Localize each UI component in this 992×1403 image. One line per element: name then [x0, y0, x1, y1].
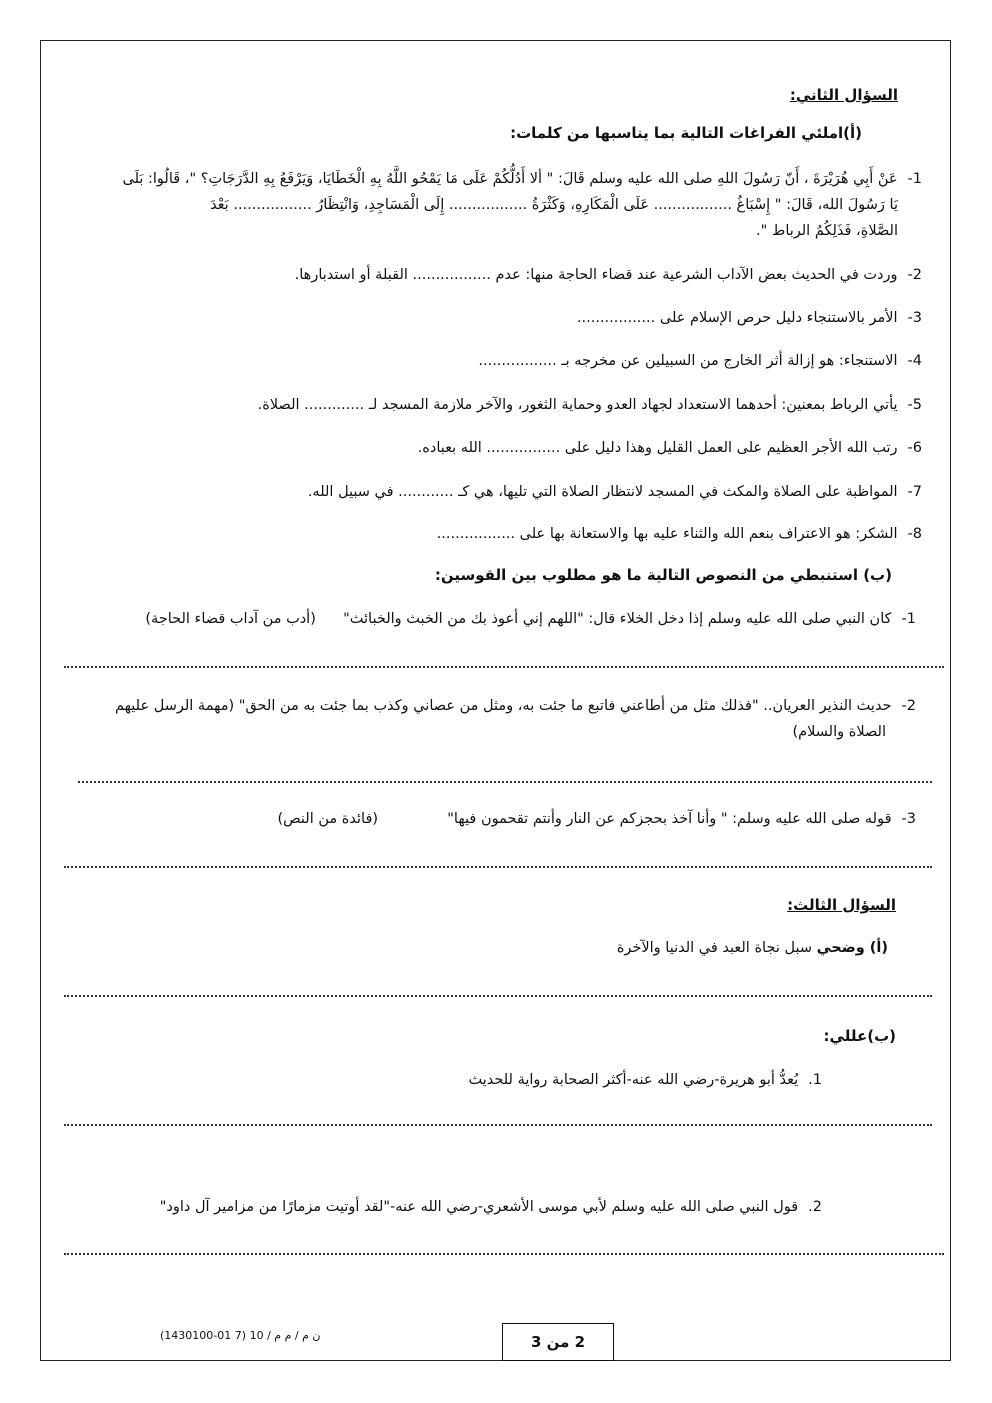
item-text: وردت في الحديث بعض الآداب الشرعية عند قضاء الحاجة منها: عدم ................. القبلة أو استدبارها.: [294, 267, 898, 283]
item-number: 3-: [907, 310, 922, 326]
section2-title: السؤال الثاني:: [789, 86, 898, 104]
item-number: 4-: [907, 353, 922, 369]
explain-item-1: [122, 1067, 822, 1093]
item-text: كان النبي صلى الله عليه وسلم إذا دخل الخلاء قال: "اللهم إني أعوذ بك من الخبث والخبائث": [343, 611, 892, 627]
part-a-text: سبل نجاة العبد في الدنيا والآخرة: [616, 940, 817, 956]
section3-part-b-heading: (ب)عللي:: [823, 1027, 896, 1045]
section2-part-a-heading: (أ)املئي الفراغات التالية بما يناسبها من كلمات:: [510, 124, 862, 142]
item-number: 6-: [907, 440, 922, 456]
item-number: 8-: [907, 526, 922, 542]
fill-item-7: [62, 479, 922, 505]
item-number: 1-: [907, 171, 922, 187]
fill-item-3: [62, 305, 922, 331]
page-number: 2 من 3: [530, 1333, 586, 1351]
item-text: يُعدُّ أبو هريرة-رضي الله عنه-أكثر الصحابة رواية للحديث: [468, 1072, 799, 1088]
answer-line[interactable]: [64, 995, 932, 997]
item-text: الشكر: هو الاعتراف بنعم الله والثناء عليه بها والاستعانة بها على .................: [436, 526, 898, 542]
explain-item-2: [62, 1194, 822, 1220]
item-number: 3-: [901, 811, 916, 827]
fill-item-2: [62, 262, 922, 288]
item-number: 2-: [901, 698, 916, 714]
answer-line[interactable]: [64, 866, 932, 868]
item-number: 2-: [907, 267, 922, 283]
item-number: 1.: [808, 1072, 822, 1088]
item-text: رتب الله الأجر العظيم على العمل القليل وهذا دليل على ................ الله بعباده.: [417, 440, 898, 456]
item-text: يأتي الرباط بمعنين: أحدهما الاستعداد لجهاد العدو وحماية الثغور، والآخر ملازمة المسجد لـ ............. الصلاة.: [257, 397, 898, 413]
item-requirement: (أدب من آداب قضاء الحاجة): [145, 611, 316, 627]
answer-line[interactable]: [64, 1253, 944, 1255]
section3-title: السؤال الثالث:: [787, 896, 896, 914]
item-text: الاستنجاء: هو إزالة أثر الخارج من السبيلين عن مخرجه بـ .................: [478, 353, 898, 369]
item-number: 7-: [907, 484, 922, 500]
section2-part-b-heading: (ب) استنبطي من النصوص التالية ما هو مطلوب بين القوسين:: [434, 566, 892, 584]
item-text: قول النبي صلى الله عليه وسلم لأبي موسى الأشعري-رضي الله عنه-"لقد أوتيت مزمارًا من مزامير آل داود": [159, 1199, 799, 1215]
item-1-line-3: الصَّلاةِ، فَذَلِكُمُ الرباط ".: [756, 223, 898, 239]
item-number: 1-: [901, 611, 916, 627]
item-number: 2.: [808, 1199, 822, 1215]
part-a-label: (أ) وضحي: [816, 940, 888, 956]
item-text: قوله صلى الله عليه وسلم: " وأنا آخذ بحجزكم عن النار وأنتم تقحمون فيها": [447, 811, 892, 827]
answer-line[interactable]: [64, 666, 944, 668]
section3-part-a: [188, 935, 888, 961]
item-text-line-1: حديث النذير العريان.. "فذلك مثل من أطاعني فاتبع ما جئت به، ومثل من عصاني وكذب بما جئت به من الحق" (مهمة الرسل عليهم: [114, 698, 892, 714]
fill-item-5: [62, 392, 922, 418]
item-1-line-1: عَنْ أَبِي هُرَيْرَةَ ، أَنّ رَسُولَ اللهِ صلى الله عليه وسلم قَالَ: " ألا أَدُلُّكُمْ عَلَى مَا يَمْحُو اللَّهُ بِهِ الْخَطَايَا، وَيَرْفَعُ بِهِ الدَّرَجَاتِ؟ "، قَالُوا: بَلَى: [122, 171, 898, 187]
fill-item-8: [62, 521, 922, 547]
page-number-box: [502, 1323, 614, 1361]
item-text: الأمر بالاستنجاء دليل حرص الإسلام على .................: [576, 310, 898, 326]
item-requirement: (فائدة من النص): [277, 811, 379, 827]
fill-item-6: [62, 435, 922, 461]
fill-item-1: [62, 166, 922, 244]
answer-line[interactable]: [64, 1124, 932, 1126]
document-code: ن م / م م / 10 (7 01-1430100): [160, 1329, 321, 1342]
answer-line[interactable]: [78, 781, 932, 783]
derive-item-2: [66, 693, 916, 745]
derive-item-1: [116, 606, 916, 632]
fill-item-4: [62, 348, 922, 374]
derive-item-3: [116, 806, 916, 832]
item-text-line-2: الصلاة والسلام): [792, 724, 886, 740]
item-number: 5-: [907, 397, 922, 413]
item-text: المواظبة على الصلاة والمكث في المسجد لانتظار الصلاة التي تليها، هي كـ ............ في سبيل الله.: [307, 484, 898, 500]
item-1-line-2: يَا رَسُولَ الله، قَالَ: " إِسْبَاغُ ................. عَلَى الْمَكَارِهِ، وَكَثْرَةُ ................. إِلَى الْمَسَاجِدِ، وَانْتِظَارُ ................. بَعْدَ: [210, 197, 898, 213]
